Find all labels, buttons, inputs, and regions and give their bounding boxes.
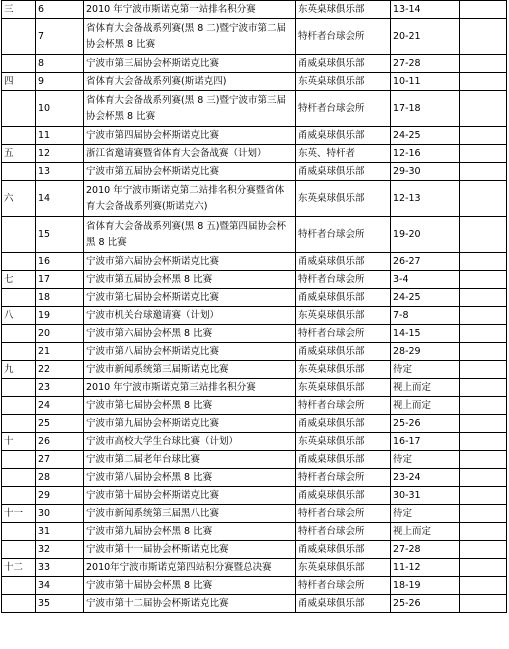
number-cell: 8 — [36, 55, 84, 73]
event-cell: 省体育大会备战系列赛(黑 8 二)暨宁波市第二届协会杯黑 8 比赛 — [84, 19, 296, 55]
table-row — [2, 325, 507, 343]
note-cell — [460, 181, 507, 217]
note-cell — [460, 433, 507, 451]
event-cell: 宁波市第九届协会杯斯诺克比赛 — [84, 415, 296, 433]
number-cell: 26 — [36, 433, 84, 451]
table-row — [2, 397, 507, 415]
date-cell: 3-4 — [391, 271, 460, 289]
event-cell: 宁波市第六届协会杯斯诺克比赛 — [84, 253, 296, 271]
number-cell: 17 — [36, 271, 84, 289]
date-cell: 18-19 — [391, 577, 460, 595]
table-row — [2, 433, 507, 451]
note-cell — [460, 415, 507, 433]
date-cell: 19-20 — [391, 217, 460, 253]
event-cell: 2010 年宁波市斯诺克第三站排名积分赛 — [84, 379, 296, 397]
note-cell — [460, 487, 507, 505]
note-cell — [460, 343, 507, 361]
date-cell: 24-25 — [391, 127, 460, 145]
month-cell — [2, 469, 36, 487]
event-cell: 宁波市第五届协会杯黑 8 比赛 — [84, 271, 296, 289]
date-cell: 26-27 — [391, 253, 460, 271]
event-cell: 省体育大会备战系列赛(黑 8 三)暨宁波市第三届协会杯黑 8 比赛 — [84, 91, 296, 127]
number-cell: 18 — [36, 289, 84, 307]
number-cell: 31 — [36, 523, 84, 541]
venue-cell: 特杆者台球会所 — [296, 577, 391, 595]
number-cell: 28 — [36, 469, 84, 487]
note-cell — [460, 55, 507, 73]
number-cell: 32 — [36, 541, 84, 559]
month-cell — [2, 217, 36, 253]
date-cell: 25-26 — [391, 415, 460, 433]
venue-cell: 特杆者台球会所 — [296, 325, 391, 343]
month-cell — [2, 55, 36, 73]
table-row — [2, 505, 507, 523]
venue-cell: 甬威桌球俱乐部 — [296, 487, 391, 505]
table-row — [2, 451, 507, 469]
schedule-table — [1, 0, 507, 613]
month-cell — [2, 253, 36, 271]
venue-cell: 东英桌球俱乐部 — [296, 433, 391, 451]
table-row — [2, 559, 507, 577]
month-cell — [2, 91, 36, 127]
venue-cell: 甬威桌球俱乐部 — [296, 163, 391, 181]
event-cell: 省体育大会备战系列赛(黑 8 五)暨第四届协会杯黑 8 比赛 — [84, 217, 296, 253]
month-cell — [2, 541, 36, 559]
table-row — [2, 487, 507, 505]
table-row — [2, 577, 507, 595]
note-cell — [460, 73, 507, 91]
event-cell: 宁波市第十届协会杯斯诺克比赛 — [84, 487, 296, 505]
table-row — [2, 307, 507, 325]
event-cell: 2010 年宁波市斯诺克第一站排名积分赛 — [84, 1, 296, 19]
note-cell — [460, 577, 507, 595]
venue-cell: 东英桌球俱乐部 — [296, 379, 391, 397]
table-row — [2, 127, 507, 145]
venue-cell: 特杆者台球会所 — [296, 271, 391, 289]
month-cell: 十 — [2, 433, 36, 451]
table-row — [2, 19, 507, 55]
date-cell: 27-28 — [391, 55, 460, 73]
month-cell — [2, 487, 36, 505]
table-row — [2, 73, 507, 91]
month-cell — [2, 595, 36, 613]
event-cell: 宁波市第八届协会杯黑 8 比赛 — [84, 469, 296, 487]
event-cell: 宁波市第八届协会杯斯诺克比赛 — [84, 343, 296, 361]
date-cell: 23-24 — [391, 469, 460, 487]
venue-cell: 东英桌球俱乐部 — [296, 181, 391, 217]
number-cell: 6 — [36, 1, 84, 19]
month-cell: 十二 — [2, 559, 36, 577]
note-cell — [460, 307, 507, 325]
date-cell: 27-28 — [391, 541, 460, 559]
venue-cell: 东英桌球俱乐部 — [296, 73, 391, 91]
table-row — [2, 55, 507, 73]
date-cell: 14-15 — [391, 325, 460, 343]
month-cell: 三 — [2, 1, 36, 19]
month-cell: 五 — [2, 145, 36, 163]
date-cell: 30-31 — [391, 487, 460, 505]
event-cell: 宁波市第二届老年台球比赛 — [84, 451, 296, 469]
table-row — [2, 595, 507, 613]
note-cell — [460, 91, 507, 127]
note-cell — [460, 523, 507, 541]
note-cell — [460, 289, 507, 307]
number-cell: 24 — [36, 397, 84, 415]
date-cell: 12-13 — [391, 181, 460, 217]
note-cell — [460, 217, 507, 253]
note-cell — [460, 271, 507, 289]
month-cell — [2, 397, 36, 415]
note-cell — [460, 145, 507, 163]
number-cell: 12 — [36, 145, 84, 163]
number-cell: 10 — [36, 91, 84, 127]
date-cell: 29-30 — [391, 163, 460, 181]
table-row — [2, 541, 507, 559]
date-cell: 10-11 — [391, 73, 460, 91]
table-row — [2, 217, 507, 253]
number-cell: 21 — [36, 343, 84, 361]
date-cell: 28-29 — [391, 343, 460, 361]
number-cell: 13 — [36, 163, 84, 181]
date-cell: 20-21 — [391, 19, 460, 55]
number-cell: 25 — [36, 415, 84, 433]
date-cell: 16-17 — [391, 433, 460, 451]
number-cell: 22 — [36, 361, 84, 379]
date-cell: 视上而定 — [391, 379, 460, 397]
event-cell: 宁波市机关台球邀请赛（计划） — [84, 307, 296, 325]
month-cell: 六 — [2, 181, 36, 217]
table-row — [2, 181, 507, 217]
number-cell: 14 — [36, 181, 84, 217]
date-cell: 13-14 — [391, 1, 460, 19]
number-cell: 15 — [36, 217, 84, 253]
number-cell: 16 — [36, 253, 84, 271]
event-cell: 宁波市第十一届协会杯斯诺克比赛 — [84, 541, 296, 559]
date-cell: 视上而定 — [391, 397, 460, 415]
number-cell: 33 — [36, 559, 84, 577]
month-cell — [2, 325, 36, 343]
note-cell — [460, 325, 507, 343]
event-cell: 宁波市第四届协会杯斯诺克比赛 — [84, 127, 296, 145]
date-cell: 12-16 — [391, 145, 460, 163]
date-cell: 待定 — [391, 361, 460, 379]
event-cell: 2010 年宁波市斯诺克第二站排名积分赛暨省体育大会备战系列赛(斯诺克六) — [84, 181, 296, 217]
event-cell: 宁波市高校大学生台球比赛（计划） — [84, 433, 296, 451]
number-cell: 19 — [36, 307, 84, 325]
month-cell — [2, 127, 36, 145]
note-cell — [460, 559, 507, 577]
note-cell — [460, 505, 507, 523]
note-cell — [460, 127, 507, 145]
table-row — [2, 469, 507, 487]
venue-cell: 甬威桌球俱乐部 — [296, 415, 391, 433]
note-cell — [460, 1, 507, 19]
venue-cell: 特杆者台球会所 — [296, 91, 391, 127]
note-cell — [460, 19, 507, 55]
table-row — [2, 1, 507, 19]
month-cell — [2, 343, 36, 361]
venue-cell: 特杆者台球会所 — [296, 469, 391, 487]
month-cell: 四 — [2, 73, 36, 91]
number-cell: 9 — [36, 73, 84, 91]
venue-cell: 特杆者台球会所 — [296, 19, 391, 55]
date-cell: 待定 — [391, 451, 460, 469]
event-cell: 省体育大会备战系列赛(斯诺克四) — [84, 73, 296, 91]
note-cell — [460, 595, 507, 613]
schedule-body — [2, 1, 507, 613]
table-row — [2, 361, 507, 379]
number-cell: 30 — [36, 505, 84, 523]
month-cell — [2, 289, 36, 307]
number-cell: 7 — [36, 19, 84, 55]
venue-cell: 甬威桌球俱乐部 — [296, 127, 391, 145]
venue-cell: 特杆者台球会所 — [296, 397, 391, 415]
number-cell: 34 — [36, 577, 84, 595]
venue-cell: 甬威桌球俱乐部 — [296, 55, 391, 73]
note-cell — [460, 451, 507, 469]
number-cell: 27 — [36, 451, 84, 469]
venue-cell: 东英、特杆者 — [296, 145, 391, 163]
month-cell — [2, 523, 36, 541]
month-cell — [2, 451, 36, 469]
event-cell: 宁波市第九届协会杯黑 8 比赛 — [84, 523, 296, 541]
event-cell: 宁波市第六届协会杯黑 8 比赛 — [84, 325, 296, 343]
note-cell — [460, 397, 507, 415]
event-cell: 宁波市第五届协会杯斯诺克比赛 — [84, 163, 296, 181]
number-cell: 11 — [36, 127, 84, 145]
table-row — [2, 145, 507, 163]
table-row — [2, 523, 507, 541]
date-cell: 待定 — [391, 505, 460, 523]
venue-cell: 东英桌球俱乐部 — [296, 1, 391, 19]
note-cell — [460, 163, 507, 181]
table-row — [2, 253, 507, 271]
event-cell: 浙江省邀请赛暨省体育大会备战赛（计划） — [84, 145, 296, 163]
table-row — [2, 343, 507, 361]
month-cell — [2, 415, 36, 433]
month-cell: 九 — [2, 361, 36, 379]
month-cell — [2, 577, 36, 595]
date-cell: 视上而定 — [391, 523, 460, 541]
table-row — [2, 415, 507, 433]
event-cell: 宁波市第三届协会杯斯诺克比赛 — [84, 55, 296, 73]
date-cell: 25-26 — [391, 595, 460, 613]
event-cell: 宁波市第七届协会杯斯诺克比赛 — [84, 289, 296, 307]
venue-cell: 甬威桌球俱乐部 — [296, 541, 391, 559]
date-cell: 17-18 — [391, 91, 460, 127]
venue-cell: 特杆者台球会所 — [296, 217, 391, 253]
event-cell: 宁波市新闻系统第三届斯诺克比赛 — [84, 361, 296, 379]
event-cell: 宁波市新闻系统第三届黑八比赛 — [84, 505, 296, 523]
date-cell: 11-12 — [391, 559, 460, 577]
table-row — [2, 163, 507, 181]
event-cell: 宁波市第十届协会杯黑 8 比赛 — [84, 577, 296, 595]
note-cell — [460, 361, 507, 379]
month-cell — [2, 379, 36, 397]
venue-cell: 甬威桌球俱乐部 — [296, 451, 391, 469]
venue-cell: 甬威桌球俱乐部 — [296, 289, 391, 307]
month-cell: 十一 — [2, 505, 36, 523]
venue-cell: 甬威桌球俱乐部 — [296, 343, 391, 361]
venue-cell: 东英桌球俱乐部 — [296, 361, 391, 379]
date-cell: 24-25 — [391, 289, 460, 307]
date-cell: 7-8 — [391, 307, 460, 325]
table-row — [2, 289, 507, 307]
number-cell: 35 — [36, 595, 84, 613]
note-cell — [460, 253, 507, 271]
venue-cell: 东英桌球俱乐部 — [296, 559, 391, 577]
venue-cell: 特杆者台球会所 — [296, 523, 391, 541]
month-cell — [2, 19, 36, 55]
month-cell: 七 — [2, 271, 36, 289]
event-cell: 宁波市第十二届协会杯斯诺克比赛 — [84, 595, 296, 613]
event-cell: 2010年宁波市斯诺克第四站积分赛暨总决赛 — [84, 559, 296, 577]
note-cell — [460, 541, 507, 559]
note-cell — [460, 469, 507, 487]
month-cell: 八 — [2, 307, 36, 325]
venue-cell: 甬威桌球俱乐部 — [296, 253, 391, 271]
number-cell: 20 — [36, 325, 84, 343]
event-cell: 宁波市第七届协会杯黑 8 比赛 — [84, 397, 296, 415]
table-row — [2, 91, 507, 127]
month-cell — [2, 163, 36, 181]
venue-cell: 特杆者台球会所 — [296, 505, 391, 523]
note-cell — [460, 379, 507, 397]
venue-cell: 东英桌球俱乐部 — [296, 307, 391, 325]
venue-cell: 甬威桌球俱乐部 — [296, 595, 391, 613]
number-cell: 23 — [36, 379, 84, 397]
number-cell: 29 — [36, 487, 84, 505]
table-row — [2, 271, 507, 289]
table-row — [2, 379, 507, 397]
